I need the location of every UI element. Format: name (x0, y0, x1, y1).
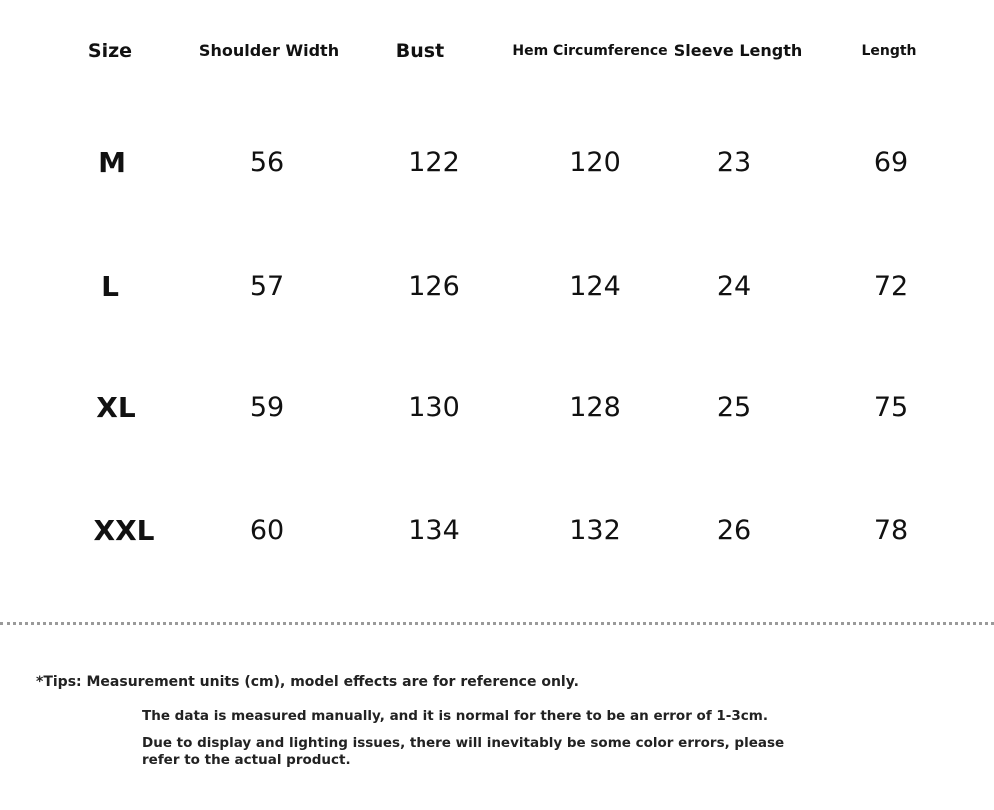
table-row-m (0, 143, 994, 183)
length-cell: 78 (873, 515, 909, 546)
hem-circumference-cell: 128 (569, 392, 621, 423)
header-bust: Bust (395, 40, 445, 62)
table-row-xxl (0, 511, 994, 551)
header-shoulder-width: Shoulder Width (198, 41, 340, 60)
color-error-note: Due to display and lighting issues, there will inevitably be some color errors, please refer to the actual product. (142, 735, 785, 768)
shoulder-width-cell: 57 (249, 271, 285, 302)
sleeve-length-cell: 24 (716, 271, 752, 302)
hem-circumference-cell: 120 (569, 147, 621, 178)
header-sleeve-length: Sleeve Length (673, 41, 803, 60)
bust-cell: 130 (408, 392, 460, 423)
size-cell: M (98, 146, 126, 179)
sleeve-length-cell: 25 (716, 392, 752, 423)
shoulder-width-cell: 60 (249, 515, 285, 546)
shoulder-width-cell: 56 (249, 147, 285, 178)
dotted-divider (0, 622, 994, 625)
header-size: Size (87, 40, 133, 62)
length-cell: 69 (873, 147, 909, 178)
sleeve-length-cell: 26 (716, 515, 752, 546)
shoulder-width-cell: 59 (249, 392, 285, 423)
bust-cell: 126 (408, 271, 460, 302)
size-cell: XXL (93, 514, 155, 547)
tips-note: *Tips: Measurement units (cm), model effects are for reference only. (36, 674, 579, 690)
length-cell: 75 (873, 392, 909, 423)
size-cell: XL (96, 391, 136, 424)
measurement-error-note: The data is measured manually, and it is normal for there to be an error of 1-3cm. (142, 708, 768, 724)
hem-circumference-cell: 124 (569, 271, 621, 302)
sleeve-length-cell: 23 (716, 147, 752, 178)
length-cell: 72 (873, 271, 909, 302)
table-row-xl (0, 388, 994, 428)
header-length: Length (861, 43, 917, 59)
size-cell: L (101, 270, 119, 303)
bust-cell: 134 (408, 515, 460, 546)
hem-circumference-cell: 132 (569, 515, 621, 546)
table-row-l (0, 267, 994, 307)
bust-cell: 122 (408, 147, 460, 178)
header-hem-circumference: Hem Circumference (512, 43, 668, 59)
